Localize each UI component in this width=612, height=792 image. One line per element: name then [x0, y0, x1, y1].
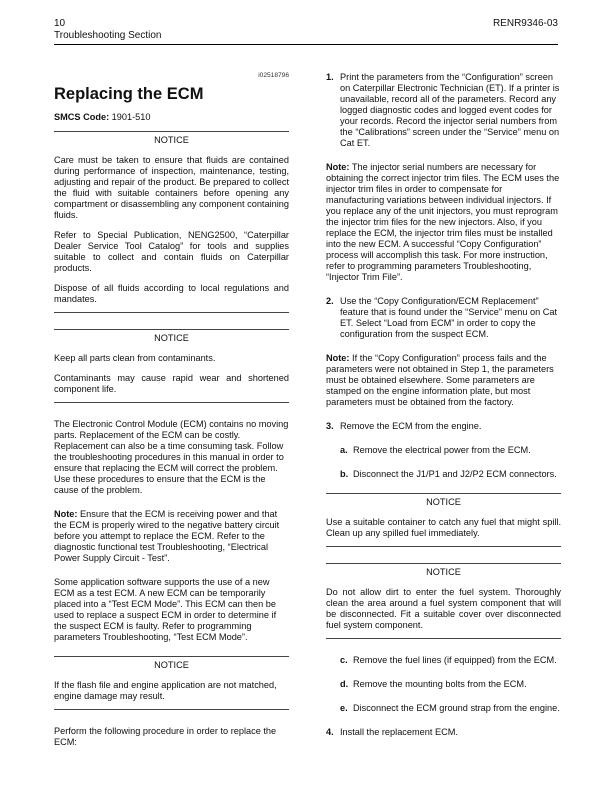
body-paragraph: The Electronic Control Module (ECM) contains no moving parts. Replacement of the ECM can be costly. Replacement can also be a time consuming task. Follow the troubleshooting procedures in this manual in order to ensure that replacing the ECM will correct the problem. Use these procedures to ensure that the ECM is the cause of the problem.	[54, 419, 289, 495]
step-text: Remove the ECM from the engine.	[340, 421, 482, 431]
substep-text: Remove the mounting bolts from the ECM.	[353, 679, 527, 689]
notice-text: Contaminants may cause rapid wear and shortened component life.	[54, 373, 289, 394]
procedure-step	[326, 421, 561, 432]
note-label: Note:	[326, 162, 350, 172]
substep-letter: d.	[340, 679, 349, 689]
notice-fuel-dirt	[326, 563, 561, 639]
note-text: Ensure that the ECM is receiving power and that the ECM is properly wired to the negative battery circuit before you attempt to replace the ECM. Refer to the diagnostic functional test Troubleshooting, “Electrical Power Supply Circuit - Test”.	[54, 509, 280, 563]
substep-letter: c.	[340, 655, 348, 665]
smcs-value: 1901-510	[109, 112, 151, 122]
notice-title: NOTICE	[426, 567, 461, 577]
procedure-substep	[326, 703, 561, 714]
procedure-step	[326, 727, 561, 738]
notice-title: NOTICE	[154, 660, 189, 670]
procedure-step	[326, 72, 561, 149]
note-label: Note:	[326, 353, 350, 363]
section-name: Troubleshooting Section	[54, 30, 162, 41]
note-text: If the “Copy Configuration” process fails and the parameters were not obtained in Step 1, the parameters must be obtained elsewhere. Some parameters are stamped on the engine information plate, but most parameters must be obtained from the factory.	[326, 353, 554, 407]
step-number: 4.	[326, 727, 334, 737]
left-column	[54, 72, 289, 761]
substep-letter: b.	[340, 469, 349, 479]
page-title: Replacing the ECM	[54, 85, 204, 103]
notice-text: If the flash file and engine application are not matched, engine damage may result.	[54, 680, 277, 701]
notice-text: Keep all parts clean from contaminants.	[54, 353, 216, 363]
notice-title: NOTICE	[154, 135, 189, 145]
procedure-step	[326, 296, 561, 340]
notice-text: Do not allow dirt to enter the fuel system. Thoroughly clean the area around a fuel system component that will be disconnected. Fit a suitable cover over disconnected fuel system component.	[326, 587, 561, 630]
notice-text: Refer to Special Publication, NENG2500, “Caterpillar Dealer Service Tool Catalog” for tools and supplies suitable to collect and contain fluids on Caterpillar products.	[54, 230, 289, 273]
notice-title: NOTICE	[426, 497, 461, 507]
substep-text: Disconnect the ECM ground strap from the engine.	[353, 703, 560, 713]
procedure-substep	[326, 679, 561, 690]
page-header-left	[54, 18, 161, 42]
substep-letter: a.	[340, 445, 348, 455]
step-text: Install the replacement ECM.	[340, 727, 458, 737]
substep-letter: e.	[340, 703, 348, 713]
document-id: RENR9346-03	[492, 18, 558, 29]
notice-fuel-spill	[326, 493, 561, 547]
step-number: 2.	[326, 296, 334, 306]
step-text: Print the parameters from the “Configuration” screen on Caterpillar Electronic Technician (ET). If a printer is unavailable, record all of the parameters. Record any logged diagnostic codes and logged event codes for your records. Record the injector serial numbers from the “Calibrations” screen under the “Service” menu on Cat ET.	[340, 72, 560, 148]
notice-title: NOTICE	[154, 333, 189, 343]
right-column	[326, 72, 561, 751]
procedure-substep	[326, 655, 561, 666]
notice-contaminants	[54, 329, 289, 403]
notice-fluids	[54, 131, 289, 313]
note-label: Note:	[54, 509, 78, 519]
procedure-substep	[326, 469, 561, 480]
note-paragraph	[54, 509, 289, 564]
notice-text: Use a suitable container to catch any fuel that might spill. Clean up any spilled fuel immediately.	[326, 517, 561, 538]
smcs-code	[54, 112, 289, 123]
step-text: Use the “Copy Configuration/ECM Replacement” feature that is found under the “Service” menu on Cat ET. Select “Load from ECM” in order to copy the configuration from the suspect ECM.	[340, 296, 558, 339]
body-paragraph: Perform the following procedure in order to replace the ECM:	[54, 726, 277, 747]
procedure-substep	[326, 445, 561, 456]
reference-id: i02518796	[258, 72, 289, 79]
substep-text: Remove the electrical power from the ECM.	[353, 445, 531, 455]
body-paragraph: Some application software supports the use of a new ECM as a test ECM. A new ECM can be temporarily placed into a “Test ECM Mode”. This ECM can then be used to replace a suspect ECM in order to determine if the suspect ECM is faulty. Refer to programming parameters Troubleshooting, “Test ECM Mode”.	[54, 577, 277, 642]
step-number: 1.	[326, 72, 334, 82]
note-text: The injector serial numbers are necessary for obtaining the correct injector trim files. The ECM uses the injector trim files in order to compensate for manufacturing variations between individual injectors. If you replace any of the unit injectors, you must reprogram the injector trim files for the new injectors. Also, if you replace the ECM, the injector trim files must be installed into the new ECM. A successful “Copy Configuration” process will accomplish this task. For more instruction, refer to programming parameters Troubleshooting, “Injector Trim File”.	[326, 162, 560, 282]
step-number: 3.	[326, 421, 334, 431]
notice-text: Dispose of all fluids according to local regulations and mandates.	[54, 283, 289, 304]
notice-flash-file	[54, 656, 289, 710]
note-paragraph	[326, 353, 561, 408]
page-number: 10	[54, 18, 66, 29]
note-paragraph	[326, 162, 561, 283]
substep-text: Disconnect the J1/P1 and J2/P2 ECM connectors.	[353, 469, 557, 479]
header-divider	[54, 44, 558, 45]
smcs-label: SMCS Code:	[54, 112, 110, 122]
notice-text: Care must be taken to ensure that fluids are contained during performance of inspection, maintenance, testing, adjusting and repair of the product. Be prepared to collect the fluid with suitable containers before opening any compartment or disassembling any component containing fluids.	[54, 155, 289, 220]
substep-text: Remove the fuel lines (if equipped) from the ECM.	[353, 655, 557, 665]
